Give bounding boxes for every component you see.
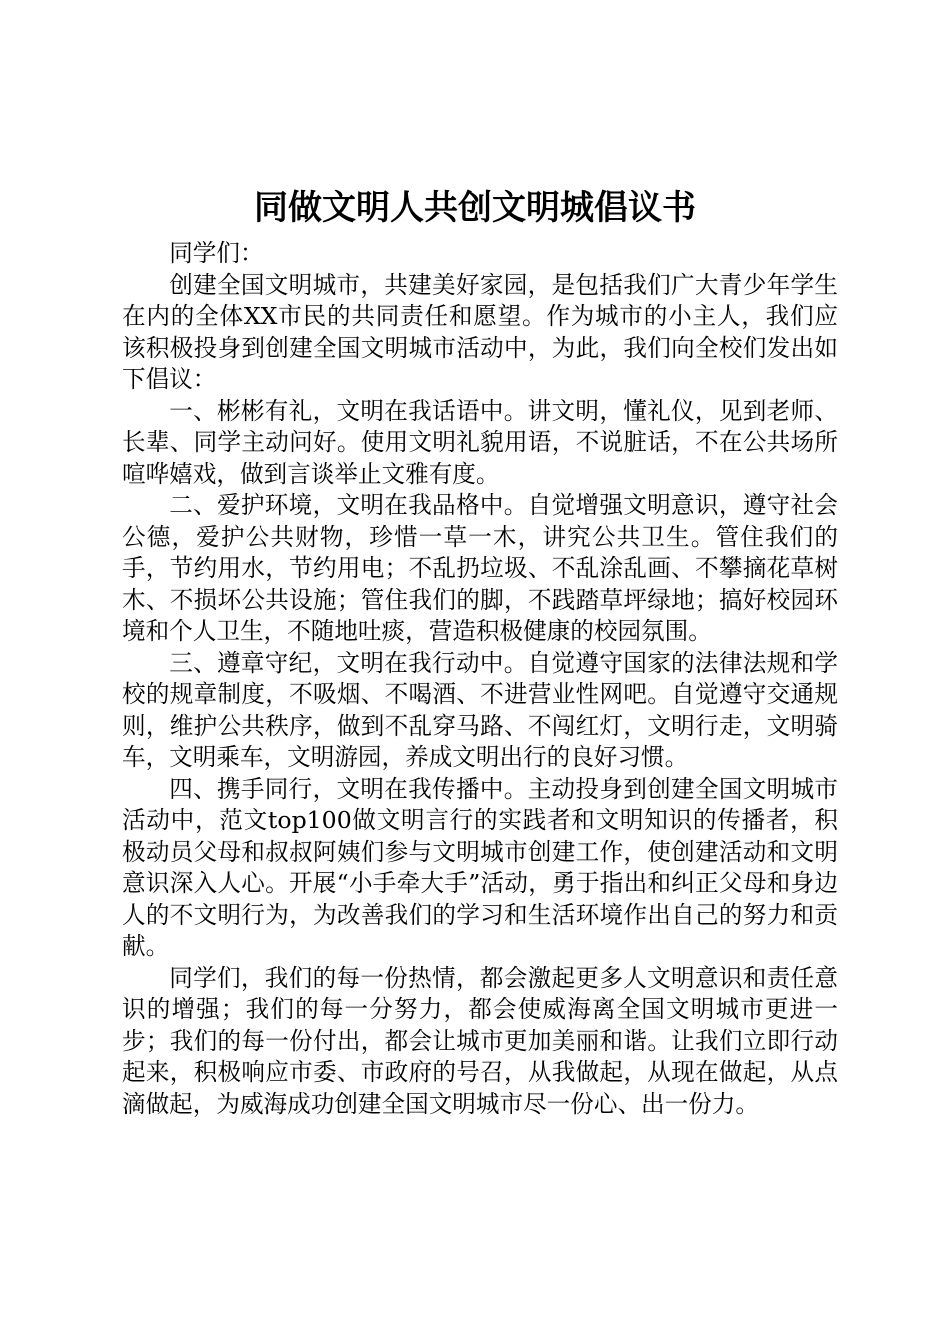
- paragraph-point-1: 一、彬彬有礼，文明在我话语中。讲文明，懂礼仪，见到老师、长辈、同学主动问好。使用文明礼貌用语，不说脏话，不在公共场所喧哗嬉戏，做到言谈举止文雅有度。: [122, 396, 838, 488]
- paragraph-intro: 创建全国文明城市，共建美好家园，是包括我们广大青少年学生在内的全体XX市民的共同责任和愿望。作为城市的小主人，我们应该积极投身到创建全国文明城市活动中，为此，我们向全校们发出如下倡议：: [122, 270, 838, 393]
- paragraph-point-2: 二、爱护环境，文明在我品格中。自觉增强文明意识，遵守社会公德，爱护公共财物，珍惜一草一木，讲究公共卫生。管住我们的手，节约用水，节约用电；不乱扔垃圾、不乱涂乱画、不攀摘花草树木、不损坏公共设施；管住我们的脚，不践踏草坪绿地；搞好校园环境和个人卫生，不随地吐痰，营造积极健康的校园氛围。: [122, 491, 838, 645]
- paragraph-point-3: 三、遵章守纪，文明在我行动中。自觉遵守国家的法律法规和学校的规章制度，不吸烟、不喝酒、不进营业性网吧。自觉遵守交通规则，维护公共秩序，做到不乱穿马路、不闯红灯，文明行走，文明骑车，文明乘车，文明游园，养成文明出行的良好习惯。: [122, 648, 838, 771]
- salutation: 同学们：: [169, 239, 264, 267]
- document-title: 同做文明人共创文明城倡议书: [254, 188, 696, 228]
- paragraph-point-4: 四、携手同行，文明在我传播中。主动投身到创建全国文明城市活动中，范文top100做文明言行的实践者和文明知识的传播者，积极动员父母和叔叔阿姨们参与文明城市创建工作，使创建活动和文明意识深入人心。开展“小手牵大手”活动，勇于指出和纠正父母和身边人的不文明行为，为改善我们的学习和生活环境作出自己的努力和贡献。: [122, 774, 838, 960]
- paragraph-closing: 同学们，我们的每一份热情，都会激起更多人文明意识和责任意识的增强；我们的每一分努力，都会使威海离全国文明城市更进一步；我们的每一份付出，都会让城市更加美丽和谐。让我们立即行动起来，积极响应市委、市政府的号召，从我做起，从现在做起，从点滴做起，为威海成功创建全国文明城市尽一份心、出一份力。: [122, 963, 838, 1118]
- document-body: [122, 238, 838, 1120]
